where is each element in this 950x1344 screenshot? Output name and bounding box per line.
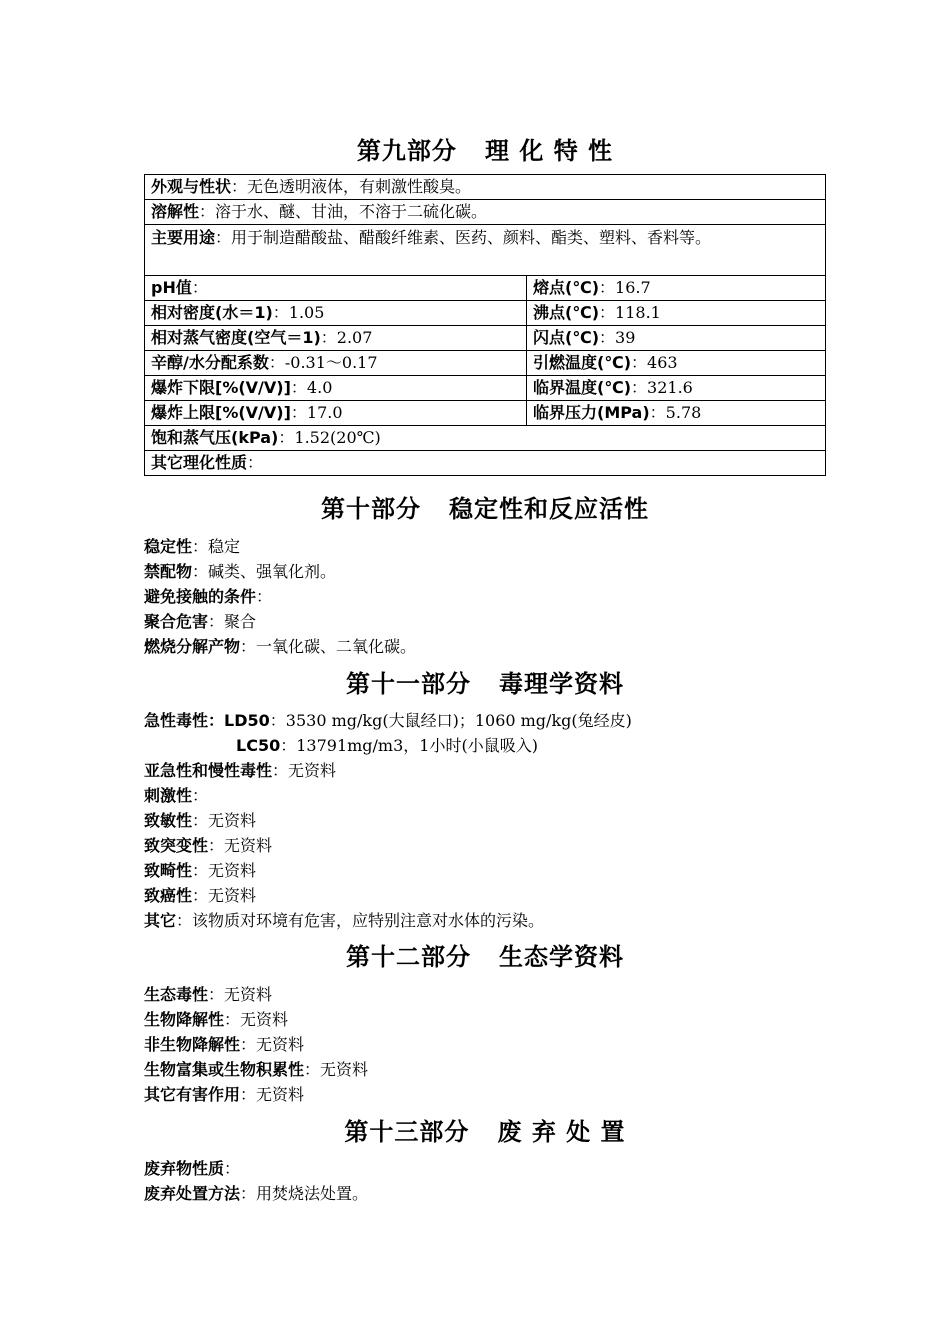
critical-temp-value: 321.6 xyxy=(647,378,693,397)
table-row xyxy=(145,426,826,451)
section10-title: 第十部分 稳定性和反应活性 xyxy=(320,495,650,523)
partition-coefficient-cell: 辛醇/水分配系数：-0.31～0.17 xyxy=(145,351,527,376)
vapor-pressure-label: 饱和蒸气压(kPa) xyxy=(151,428,279,447)
table-row xyxy=(145,200,826,225)
relative-density-cell: 相对密度(水＝1)：1.05 xyxy=(145,301,527,326)
critical-temp-label: 临界温度(℃) xyxy=(533,378,632,397)
uses-value: 用于制造醋酸盐、醋酸纤维素、医药、颜料、酯类、塑料、香料等。 xyxy=(231,228,712,247)
relative-density-value: 1.05 xyxy=(288,303,325,322)
critical-pressure-cell: 临界压力(MPa)：5.78 xyxy=(527,401,826,426)
item-label: 废弃处置方法 xyxy=(144,1184,241,1203)
item-label: 致畸性 xyxy=(144,861,193,880)
vapor-pressure-cell: 饱和蒸气压(kPa)：1.52(20℃) xyxy=(145,426,826,451)
lc50-value: 13791mg/m3，1小时(小鼠吸入) xyxy=(296,736,538,755)
item-label: 致突变性 xyxy=(144,836,209,855)
uses-cell: 主要用途：用于制造醋酸盐、醋酸纤维素、医药、颜料、酯类、塑料、香料等。 xyxy=(145,225,826,276)
list-item: 生态毒性：无资料 xyxy=(144,985,273,1004)
table-row xyxy=(145,451,826,476)
lel-cell: 爆炸下限[%(V/V)]：4.0 xyxy=(145,376,527,401)
section10-list xyxy=(144,534,826,659)
relative-density-label: 相对密度(水＝1) xyxy=(151,303,273,322)
uses-label: 主要用途 xyxy=(151,228,216,247)
item-label: 生物富集或生物积累性 xyxy=(144,1060,305,1079)
partition-coefficient-value: -0.31～0.17 xyxy=(284,353,378,372)
item-label: 避免接触的条件 xyxy=(144,587,257,606)
ignition-temp-label: 引燃温度(℃) xyxy=(533,353,632,372)
section12-title: 第十二部分 生态学资料 xyxy=(345,943,625,971)
section12-list xyxy=(144,982,826,1107)
item-value: 稳定 xyxy=(208,537,241,556)
flash-point-value: 39 xyxy=(615,328,636,347)
solubility-cell: 溶解性：溶于水、醚、甘油，不溶于二硫化碳。 xyxy=(145,200,826,225)
item-value: 一氧化碳、二氧化碳。 xyxy=(256,637,417,656)
table-row xyxy=(145,175,826,200)
item-value: 用焚烧法处置。 xyxy=(256,1184,369,1203)
critical-pressure-label: 临界压力(MPa) xyxy=(533,403,650,422)
table-row xyxy=(145,301,826,326)
table-row xyxy=(145,276,826,301)
list-item: 燃烧分解产物：一氧化碳、二氧化碳。 xyxy=(144,637,417,656)
ignition-temp-value: 463 xyxy=(647,353,678,372)
flash-point-label: 闪点(℃) xyxy=(533,328,600,347)
ld50-label: LD50 xyxy=(224,711,270,730)
section11-list xyxy=(144,708,826,933)
critical-temp-cell: 临界温度(℃)：321.6 xyxy=(527,376,826,401)
table-row xyxy=(145,376,826,401)
solubility-label: 溶解性 xyxy=(151,202,200,221)
vapor-density-cell: 相对蒸气密度(空气＝1)：2.07 xyxy=(145,326,527,351)
critical-pressure-value: 5.78 xyxy=(665,403,702,422)
section13-list xyxy=(144,1156,826,1206)
list-item: 刺激性： xyxy=(144,786,209,805)
lc50-label: LC50 xyxy=(236,736,281,755)
acute-toxicity-lc50: LC50：13791mg/m3，1小时(小鼠吸入) xyxy=(236,736,538,755)
item-value: 无资料 xyxy=(208,861,257,880)
item-value: 无资料 xyxy=(208,886,257,905)
melting-point-value: 16.7 xyxy=(615,278,651,297)
lel-value: 4.0 xyxy=(306,378,333,397)
appearance-label: 外观与性状 xyxy=(151,177,232,196)
boiling-point-value: 118.1 xyxy=(615,303,661,322)
list-item: 聚合危害：聚合 xyxy=(144,612,257,631)
item-label: 其它 xyxy=(144,911,177,930)
appearance-cell: 外观与性状：无色透明液体，有刺激性酸臭。 xyxy=(145,175,826,200)
boiling-point-cell: 沸点(℃)：118.1 xyxy=(527,301,826,326)
table-row xyxy=(145,401,826,426)
table-row xyxy=(145,326,826,351)
item-value: 该物质对环境有危害，应特别注意对水体的污染。 xyxy=(192,911,545,930)
item-value: 聚合 xyxy=(224,612,257,631)
item-value: 无资料 xyxy=(320,1060,369,1079)
item-value: 无资料 xyxy=(256,1035,305,1054)
item-label: 致敏性 xyxy=(144,811,193,830)
vapor-pressure-value: 1.52(20℃) xyxy=(294,428,381,447)
vapor-density-value: 2.07 xyxy=(336,328,373,347)
uel-value: 17.0 xyxy=(306,403,343,422)
table-row xyxy=(145,225,826,276)
vapor-density-label: 相对蒸气密度(空气＝1) xyxy=(151,328,321,347)
item-value: 碱类、强氧化剂。 xyxy=(208,562,337,581)
list-item: 生物富集或生物积累性：无资料 xyxy=(144,1060,369,1079)
lel-label: 爆炸下限[%(V/V)] xyxy=(151,378,291,397)
item-label: 刺激性 xyxy=(144,786,193,805)
other-properties-cell: 其它理化性质： xyxy=(145,451,826,476)
section11-title: 第十一部分 毒理学资料 xyxy=(345,670,625,698)
item-label: 生物降解性 xyxy=(144,1010,225,1029)
list-item: 禁配物：碱类、强氧化剂。 xyxy=(144,562,337,581)
partition-coefficient-label: 辛醇/水分配系数 xyxy=(151,353,269,372)
item-label: 燃烧分解产物 xyxy=(144,637,241,656)
list-item: 亚急性和慢性毒性：无资料 xyxy=(144,761,337,780)
ph-cell: pH值： xyxy=(145,276,527,301)
list-item: 其它有害作用：无资料 xyxy=(144,1085,305,1104)
list-item: 生物降解性：无资料 xyxy=(144,1010,289,1029)
section9-title: 第九部分 理 化 特 性 xyxy=(356,137,614,165)
uel-cell: 爆炸上限[%(V/V)]：17.0 xyxy=(145,401,527,426)
solubility-value: 溶于水、醚、甘油，不溶于二硫化碳。 xyxy=(215,202,488,221)
acute-toxicity-ld50: 急性毒性：LD50：3530 mg/kg(大鼠经口)；1060 mg/kg(兔经皮) xyxy=(144,711,632,730)
other-properties-label: 其它理化性质 xyxy=(151,453,248,472)
item-label: 稳定性 xyxy=(144,537,193,556)
item-label: 非生物降解性 xyxy=(144,1035,241,1054)
list-item: 致癌性：无资料 xyxy=(144,886,257,905)
item-label: 聚合危害 xyxy=(144,612,209,631)
list-item: 非生物降解性：无资料 xyxy=(144,1035,305,1054)
appearance-value: 无色透明液体，有刺激性酸臭。 xyxy=(247,177,472,196)
table-row xyxy=(145,351,826,376)
item-value: 无资料 xyxy=(224,836,273,855)
item-value: 无资料 xyxy=(256,1085,305,1104)
uel-label: 爆炸上限[%(V/V)] xyxy=(151,403,291,422)
list-item: 致敏性：无资料 xyxy=(144,811,257,830)
ignition-temp-cell: 引燃温度(℃)：463 xyxy=(527,351,826,376)
section13-title: 第十三部分 废 弃 处 置 xyxy=(344,1118,626,1146)
list-item: 致畸性：无资料 xyxy=(144,861,257,880)
list-item: 致突变性：无资料 xyxy=(144,836,273,855)
item-label: 禁配物 xyxy=(144,562,193,581)
flash-point-cell: 闪点(℃)：39 xyxy=(527,326,826,351)
item-label: 亚急性和慢性毒性 xyxy=(144,761,273,780)
item-label: 致癌性 xyxy=(144,886,193,905)
melting-point-cell: 熔点(℃)：16.7 xyxy=(527,276,826,301)
list-item: 避免接触的条件： xyxy=(144,587,273,606)
item-label: 废弃物性质 xyxy=(144,1159,225,1178)
properties-table xyxy=(144,174,826,476)
item-value: 无资料 xyxy=(240,1010,289,1029)
ph-label: pH值 xyxy=(151,278,192,297)
list-item: 废弃处置方法：用焚烧法处置。 xyxy=(144,1184,369,1203)
boiling-point-label: 沸点(℃) xyxy=(533,303,600,322)
item-label: 其它有害作用 xyxy=(144,1085,241,1104)
item-value: 无资料 xyxy=(224,985,273,1004)
item-label: 生态毒性 xyxy=(144,985,209,1004)
item-value: 无资料 xyxy=(288,761,337,780)
melting-point-label: 熔点(℃) xyxy=(533,278,600,297)
list-item: 废弃物性质： xyxy=(144,1159,241,1178)
list-item: 稳定性：稳定 xyxy=(144,537,241,556)
acute-toxicity-label: 急性毒性 xyxy=(144,711,209,730)
list-item: 其它：该物质对环境有危害，应特别注意对水体的污染。 xyxy=(144,911,545,930)
ld50-value: 3530 mg/kg(大鼠经口)；1060 mg/kg(兔经皮) xyxy=(285,711,632,730)
item-value: 无资料 xyxy=(208,811,257,830)
